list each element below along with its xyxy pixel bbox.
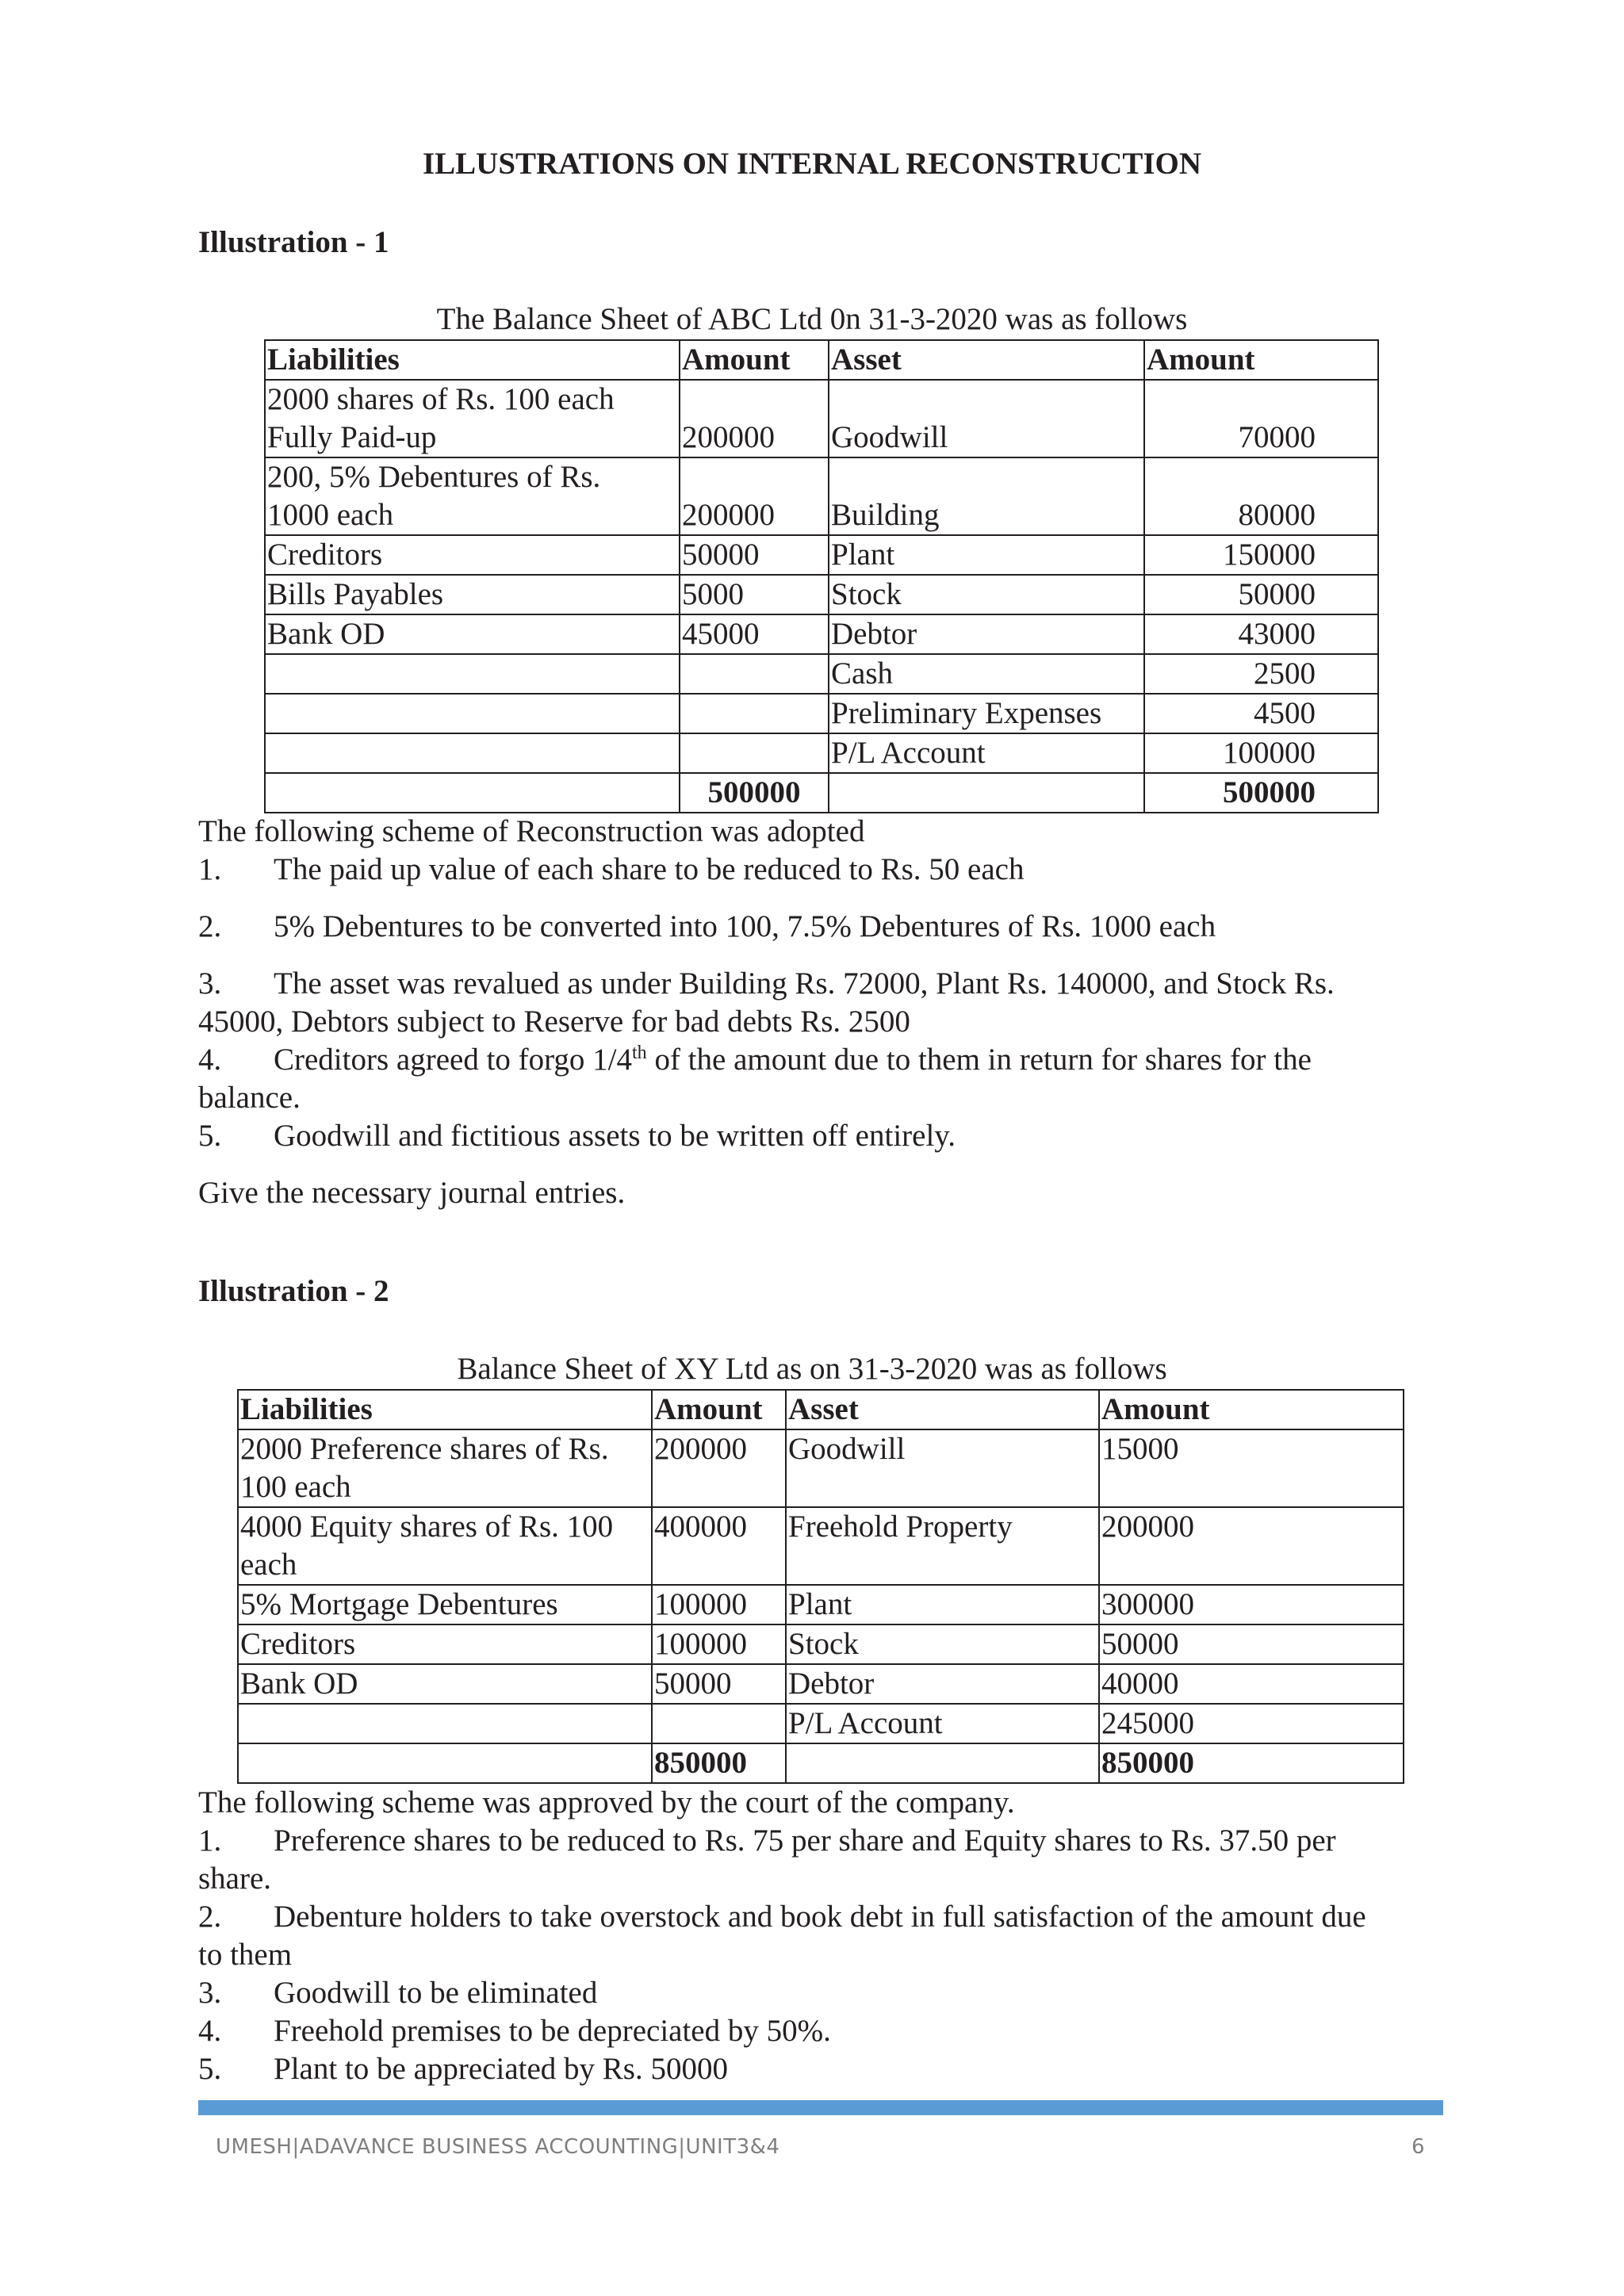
table-header-row — [238, 1390, 1404, 1429]
table-row — [265, 575, 1378, 614]
illustration-2-heading: Illustration - 2 — [198, 1274, 389, 1308]
header-amount: Amount — [680, 340, 829, 380]
liability-cell: Bills Payables — [265, 575, 680, 614]
liability-line: Fully Paid-up — [267, 420, 437, 454]
illustration-2-caption: Balance Sheet of XY Ltd as on 31-3-2020 was as follows — [457, 1352, 1167, 1386]
amount-cell — [680, 733, 829, 773]
liability-line: 200, 5% Debentures of Rs. — [267, 460, 601, 494]
table-row — [238, 1704, 1404, 1743]
liability-cell — [238, 1507, 652, 1585]
asset-cell: Debtor — [829, 614, 1144, 654]
balance-sheet-xy — [237, 1389, 1404, 1784]
asset-amount-cell: 200000 — [1099, 1507, 1404, 1585]
list-item — [198, 1822, 1443, 1898]
list-text: Plant to be appreciated by Rs. 50000 — [274, 2052, 728, 2086]
list-item — [198, 2050, 1443, 2088]
header-asset: Asset — [829, 340, 1144, 380]
asset-amount-cell: 245000 — [1099, 1704, 1404, 1743]
asset-amount-cell: 2500 — [1144, 654, 1378, 694]
list-number: 3. — [198, 1976, 222, 2010]
list-item — [198, 1041, 1443, 1117]
liability-cell — [265, 457, 680, 535]
asset-amount-cell: 80000 — [1144, 457, 1378, 535]
table-row — [265, 380, 1378, 457]
liability-cell: Creditors — [238, 1624, 652, 1664]
asset-cell: P/L Account — [829, 733, 1144, 773]
liability-line: each — [240, 1548, 297, 1582]
total-liabilities: 500000 — [680, 773, 829, 813]
asset-cell: Plant — [786, 1585, 1099, 1624]
table-row — [238, 1585, 1404, 1624]
list-text: The paid up value of each share to be reduced to Rs. 50 each — [274, 852, 1025, 886]
asset-cell: Stock — [829, 575, 1144, 614]
list-item — [198, 1117, 1443, 1155]
asset-amount-cell: 43000 — [1144, 614, 1378, 654]
superscript: th — [632, 1043, 647, 1063]
asset-cell: Plant — [829, 535, 1144, 575]
list-text: of the amount due to them in return for shares for the — [646, 1043, 1312, 1077]
list-number: 4. — [198, 2014, 222, 2048]
liability-cell — [265, 733, 680, 773]
illustration-1-heading: Illustration - 1 — [198, 225, 389, 259]
liability-cell — [265, 380, 680, 457]
liability-line: 4000 Equity shares of Rs. 100 — [240, 1510, 614, 1544]
list-number: 4. — [198, 1043, 222, 1077]
amount-cell: 100000 — [652, 1585, 786, 1624]
asset-amount-cell: 150000 — [1144, 535, 1378, 575]
table-row — [265, 654, 1378, 694]
asset-cell — [829, 773, 1144, 813]
asset-cell: Goodwill — [829, 380, 1144, 457]
liability-cell — [238, 1429, 652, 1507]
liability-cell — [265, 694, 680, 733]
footer-text: UMESH|ADAVANCE BUSINESS ACCOUNTING|UNIT3&4 — [216, 2135, 780, 2159]
footer-rule — [198, 2100, 1443, 2115]
asset-amount-cell: 15000 — [1099, 1429, 1404, 1507]
asset-cell: Goodwill — [786, 1429, 1099, 1507]
header-liabilities: Liabilities — [238, 1390, 652, 1429]
asset-amount-cell: 40000 — [1099, 1664, 1404, 1704]
asset-cell: P/L Account — [786, 1704, 1099, 1743]
asset-amount-cell: 70000 — [1144, 380, 1378, 457]
list-number: 2. — [198, 1900, 222, 1934]
table-total-row — [265, 773, 1378, 813]
list-text: Goodwill and fictitious assets to be written off entirely. — [274, 1119, 956, 1153]
closing-instruction: Give the necessary journal entries. — [198, 1176, 626, 1210]
amount-cell: 100000 — [652, 1624, 786, 1664]
table-row — [265, 614, 1378, 654]
list-item — [198, 1898, 1443, 1974]
amount-cell — [680, 654, 829, 694]
list-number: 2. — [198, 909, 222, 943]
page-title: ILLUSTRATIONS ON INTERNAL RECONSTRUCTION — [422, 147, 1202, 181]
table-row — [238, 1429, 1404, 1507]
asset-cell: Preliminary Expenses — [829, 694, 1144, 733]
asset-amount-cell: 4500 — [1144, 694, 1378, 733]
asset-cell: Building — [829, 457, 1144, 535]
liability-line: 1000 each — [267, 498, 394, 532]
list-item — [198, 1974, 1443, 2012]
liability-cell — [265, 773, 680, 813]
asset-amount-cell: 50000 — [1144, 575, 1378, 614]
liability-cell: Bank OD — [265, 614, 680, 654]
table-row — [238, 1664, 1404, 1704]
list-text-continued: to them — [198, 1938, 293, 1972]
balance-sheet-abc — [264, 339, 1379, 813]
page-number: 6 — [1411, 2135, 1425, 2159]
illustration-1-caption: The Balance Sheet of ABC Ltd 0n 31-3-2020 was as follows — [436, 302, 1188, 336]
asset-cell: Stock — [786, 1624, 1099, 1664]
list-number: 1. — [198, 852, 222, 886]
liability-line: 2000 shares of Rs. 100 each — [267, 382, 615, 416]
list-text: Preference shares to be reduced to Rs. 75 per share and Equity shares to Rs. 37.50 per — [274, 1823, 1336, 1858]
asset-cell: Debtor — [786, 1664, 1099, 1704]
scheme-intro: The following scheme of Reconstruction was adopted — [198, 814, 865, 848]
liability-cell — [238, 1704, 652, 1743]
header-asset: Asset — [786, 1390, 1099, 1429]
asset-cell — [786, 1743, 1099, 1783]
list-text-continued: balance. — [198, 1081, 301, 1115]
amount-cell: 45000 — [680, 614, 829, 654]
list-number: 5. — [198, 1119, 222, 1153]
amount-cell: 200000 — [680, 457, 829, 535]
amount-cell: 200000 — [652, 1429, 786, 1507]
list-text: Creditors agreed to forgo 1/4 — [274, 1043, 633, 1077]
amount-cell: 5000 — [680, 575, 829, 614]
header-amount: Amount — [1144, 340, 1378, 380]
liability-cell — [238, 1743, 652, 1783]
list-text: Goodwill to be eliminated — [274, 1976, 598, 2010]
table-total-row — [238, 1743, 1404, 1783]
list-text: Debenture holders to take overstock and book debt in full satisfaction of the amount due — [274, 1900, 1366, 1934]
asset-cell: Cash — [829, 654, 1144, 694]
liability-line: 2000 Preference shares of Rs. — [240, 1432, 609, 1466]
liability-cell: Creditors — [265, 535, 680, 575]
liability-cell: 5% Mortgage Debentures — [238, 1585, 652, 1624]
scheme-intro: The following scheme was approved by the court of the company. — [198, 1785, 1015, 1820]
table-row — [265, 733, 1378, 773]
total-assets: 500000 — [1144, 773, 1378, 813]
asset-amount-cell: 100000 — [1144, 733, 1378, 773]
liability-line: 100 each — [240, 1470, 351, 1504]
table-row — [238, 1507, 1404, 1585]
list-item — [198, 965, 1443, 1041]
list-item — [198, 908, 1443, 946]
asset-cell: Freehold Property — [786, 1507, 1099, 1585]
header-amount: Amount — [1099, 1390, 1404, 1429]
table-header-row — [265, 340, 1378, 380]
table-row — [265, 694, 1378, 733]
amount-cell: 50000 — [652, 1664, 786, 1704]
header-liabilities: Liabilities — [265, 340, 680, 380]
list-number: 5. — [198, 2052, 222, 2086]
list-text: The asset was revalued as under Building Rs. 72000, Plant Rs. 140000, and Stock Rs. — [274, 966, 1335, 1001]
total-liabilities: 850000 — [652, 1743, 786, 1783]
liability-cell: Bank OD — [238, 1664, 652, 1704]
amount-cell: 400000 — [652, 1507, 786, 1585]
table-row — [265, 457, 1378, 535]
asset-amount-cell: 300000 — [1099, 1585, 1404, 1624]
amount-cell: 200000 — [680, 380, 829, 457]
list-number: 3. — [198, 966, 222, 1001]
asset-amount-cell: 50000 — [1099, 1624, 1404, 1664]
table-row — [265, 535, 1378, 575]
amount-cell: 50000 — [680, 535, 829, 575]
list-number: 1. — [198, 1823, 222, 1858]
amount-cell — [652, 1704, 786, 1743]
list-item — [198, 2012, 1443, 2050]
list-text: Freehold premises to be depreciated by 50%. — [274, 2014, 831, 2048]
list-text-continued: 45000, Debtors subject to Reserve for bad debts Rs. 2500 — [198, 1004, 910, 1039]
total-assets: 850000 — [1099, 1743, 1404, 1783]
liability-cell — [265, 654, 680, 694]
list-item — [198, 851, 1443, 889]
amount-cell — [680, 694, 829, 733]
list-text: 5% Debentures to be converted into 100, 7.5% Debentures of Rs. 1000 each — [274, 909, 1216, 943]
header-amount: Amount — [652, 1390, 786, 1429]
list-text-continued: share. — [198, 1862, 272, 1896]
table-row — [238, 1624, 1404, 1664]
